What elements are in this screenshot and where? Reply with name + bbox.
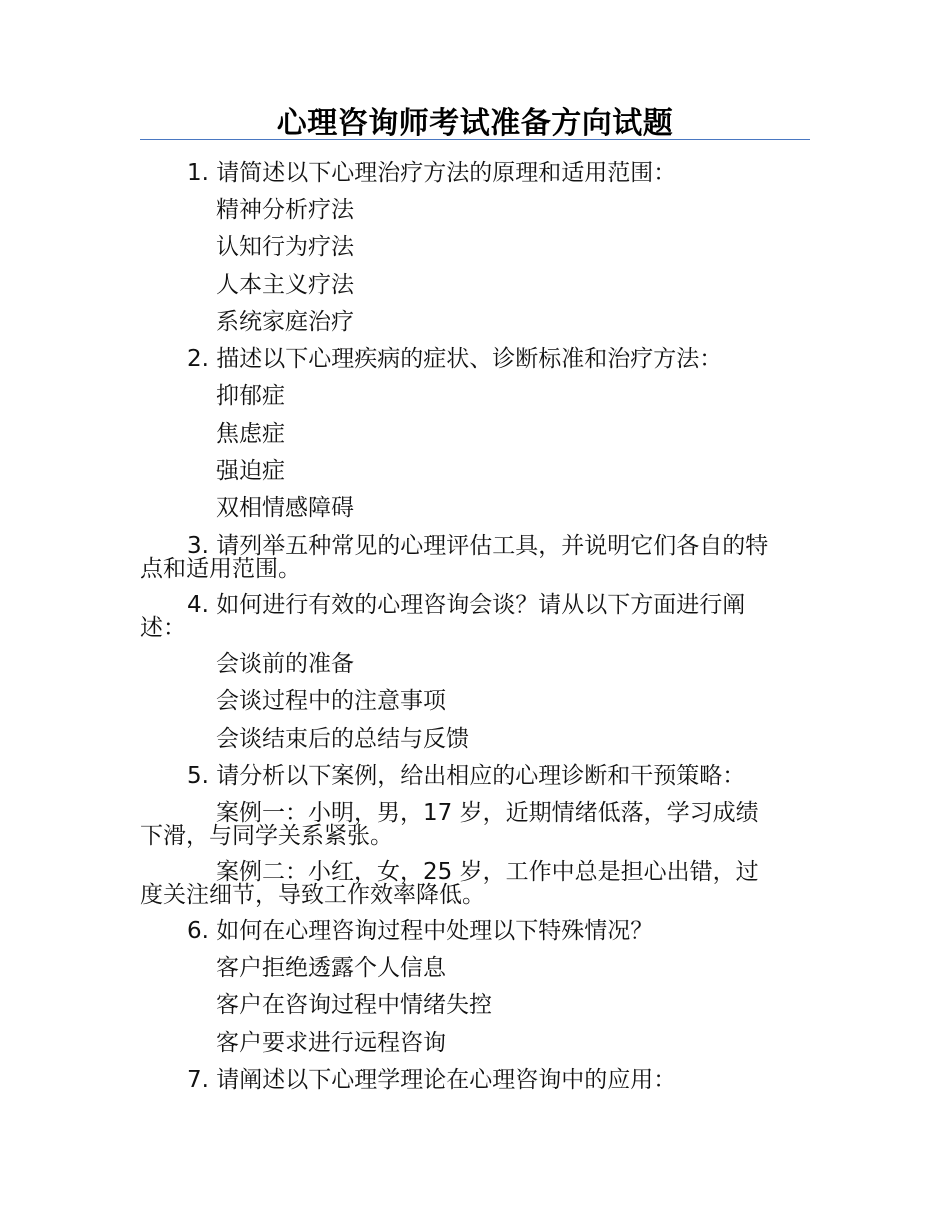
question-1-item: 精神分析疗法 <box>216 197 354 223</box>
question-2-item: 抑郁症 <box>216 383 285 409</box>
question-7: 7. 请阐述以下心理学理论在心理咨询中的应用： <box>187 1067 677 1093</box>
question-3: 3. 请列举五种常见的心理评估工具，并说明它们各自的特 <box>187 533 769 559</box>
case-2: 案例二：小红，女，25 岁，工作中总是担心出错，过 <box>216 859 759 885</box>
question-5: 5. 请分析以下案例，给出相应的心理诊断和干预策略： <box>187 763 746 789</box>
question-2-item: 双相情感障碍 <box>216 495 354 521</box>
case-2-cont: 度关注细节，导致工作效率降低。 <box>140 882 485 908</box>
question-1-item: 系统家庭治疗 <box>216 309 354 335</box>
question-2-item: 强迫症 <box>216 458 285 484</box>
question-1-item: 认知行为疗法 <box>216 234 354 260</box>
question-3-cont: 点和适用范围。 <box>140 556 301 582</box>
question-6-item: 客户在咨询过程中情绪失控 <box>216 992 492 1018</box>
question-6-item: 客户要求进行远程咨询 <box>216 1030 446 1056</box>
title-underline <box>140 139 810 140</box>
question-6: 6. 如何在心理咨询过程中处理以下特殊情况？ <box>187 918 654 944</box>
question-1-item: 人本主义疗法 <box>216 272 354 298</box>
question-4-item: 会谈前的准备 <box>216 651 354 677</box>
question-2-item: 焦虑症 <box>216 421 285 447</box>
question-2: 2. 描述以下心理疾病的症状、诊断标准和治疗方法： <box>187 346 723 372</box>
case-1: 案例一：小明，男，17 岁，近期情绪低落，学习成绩 <box>216 800 759 826</box>
document-title: 心理咨询师考试准备方向试题 <box>276 106 674 141</box>
question-4-cont: 述： <box>140 615 186 641</box>
question-4: 4. 如何进行有效的心理咨询会谈？请从以下方面进行阐 <box>187 592 746 618</box>
question-4-item: 会谈结束后的总结与反馈 <box>216 726 469 752</box>
case-1-cont: 下滑，与同学关系紧张。 <box>140 823 393 849</box>
question-1: 1. 请简述以下心理治疗方法的原理和适用范围： <box>187 160 677 186</box>
question-4-item: 会谈过程中的注意事项 <box>216 688 446 714</box>
question-6-item: 客户拒绝透露个人信息 <box>216 955 446 981</box>
